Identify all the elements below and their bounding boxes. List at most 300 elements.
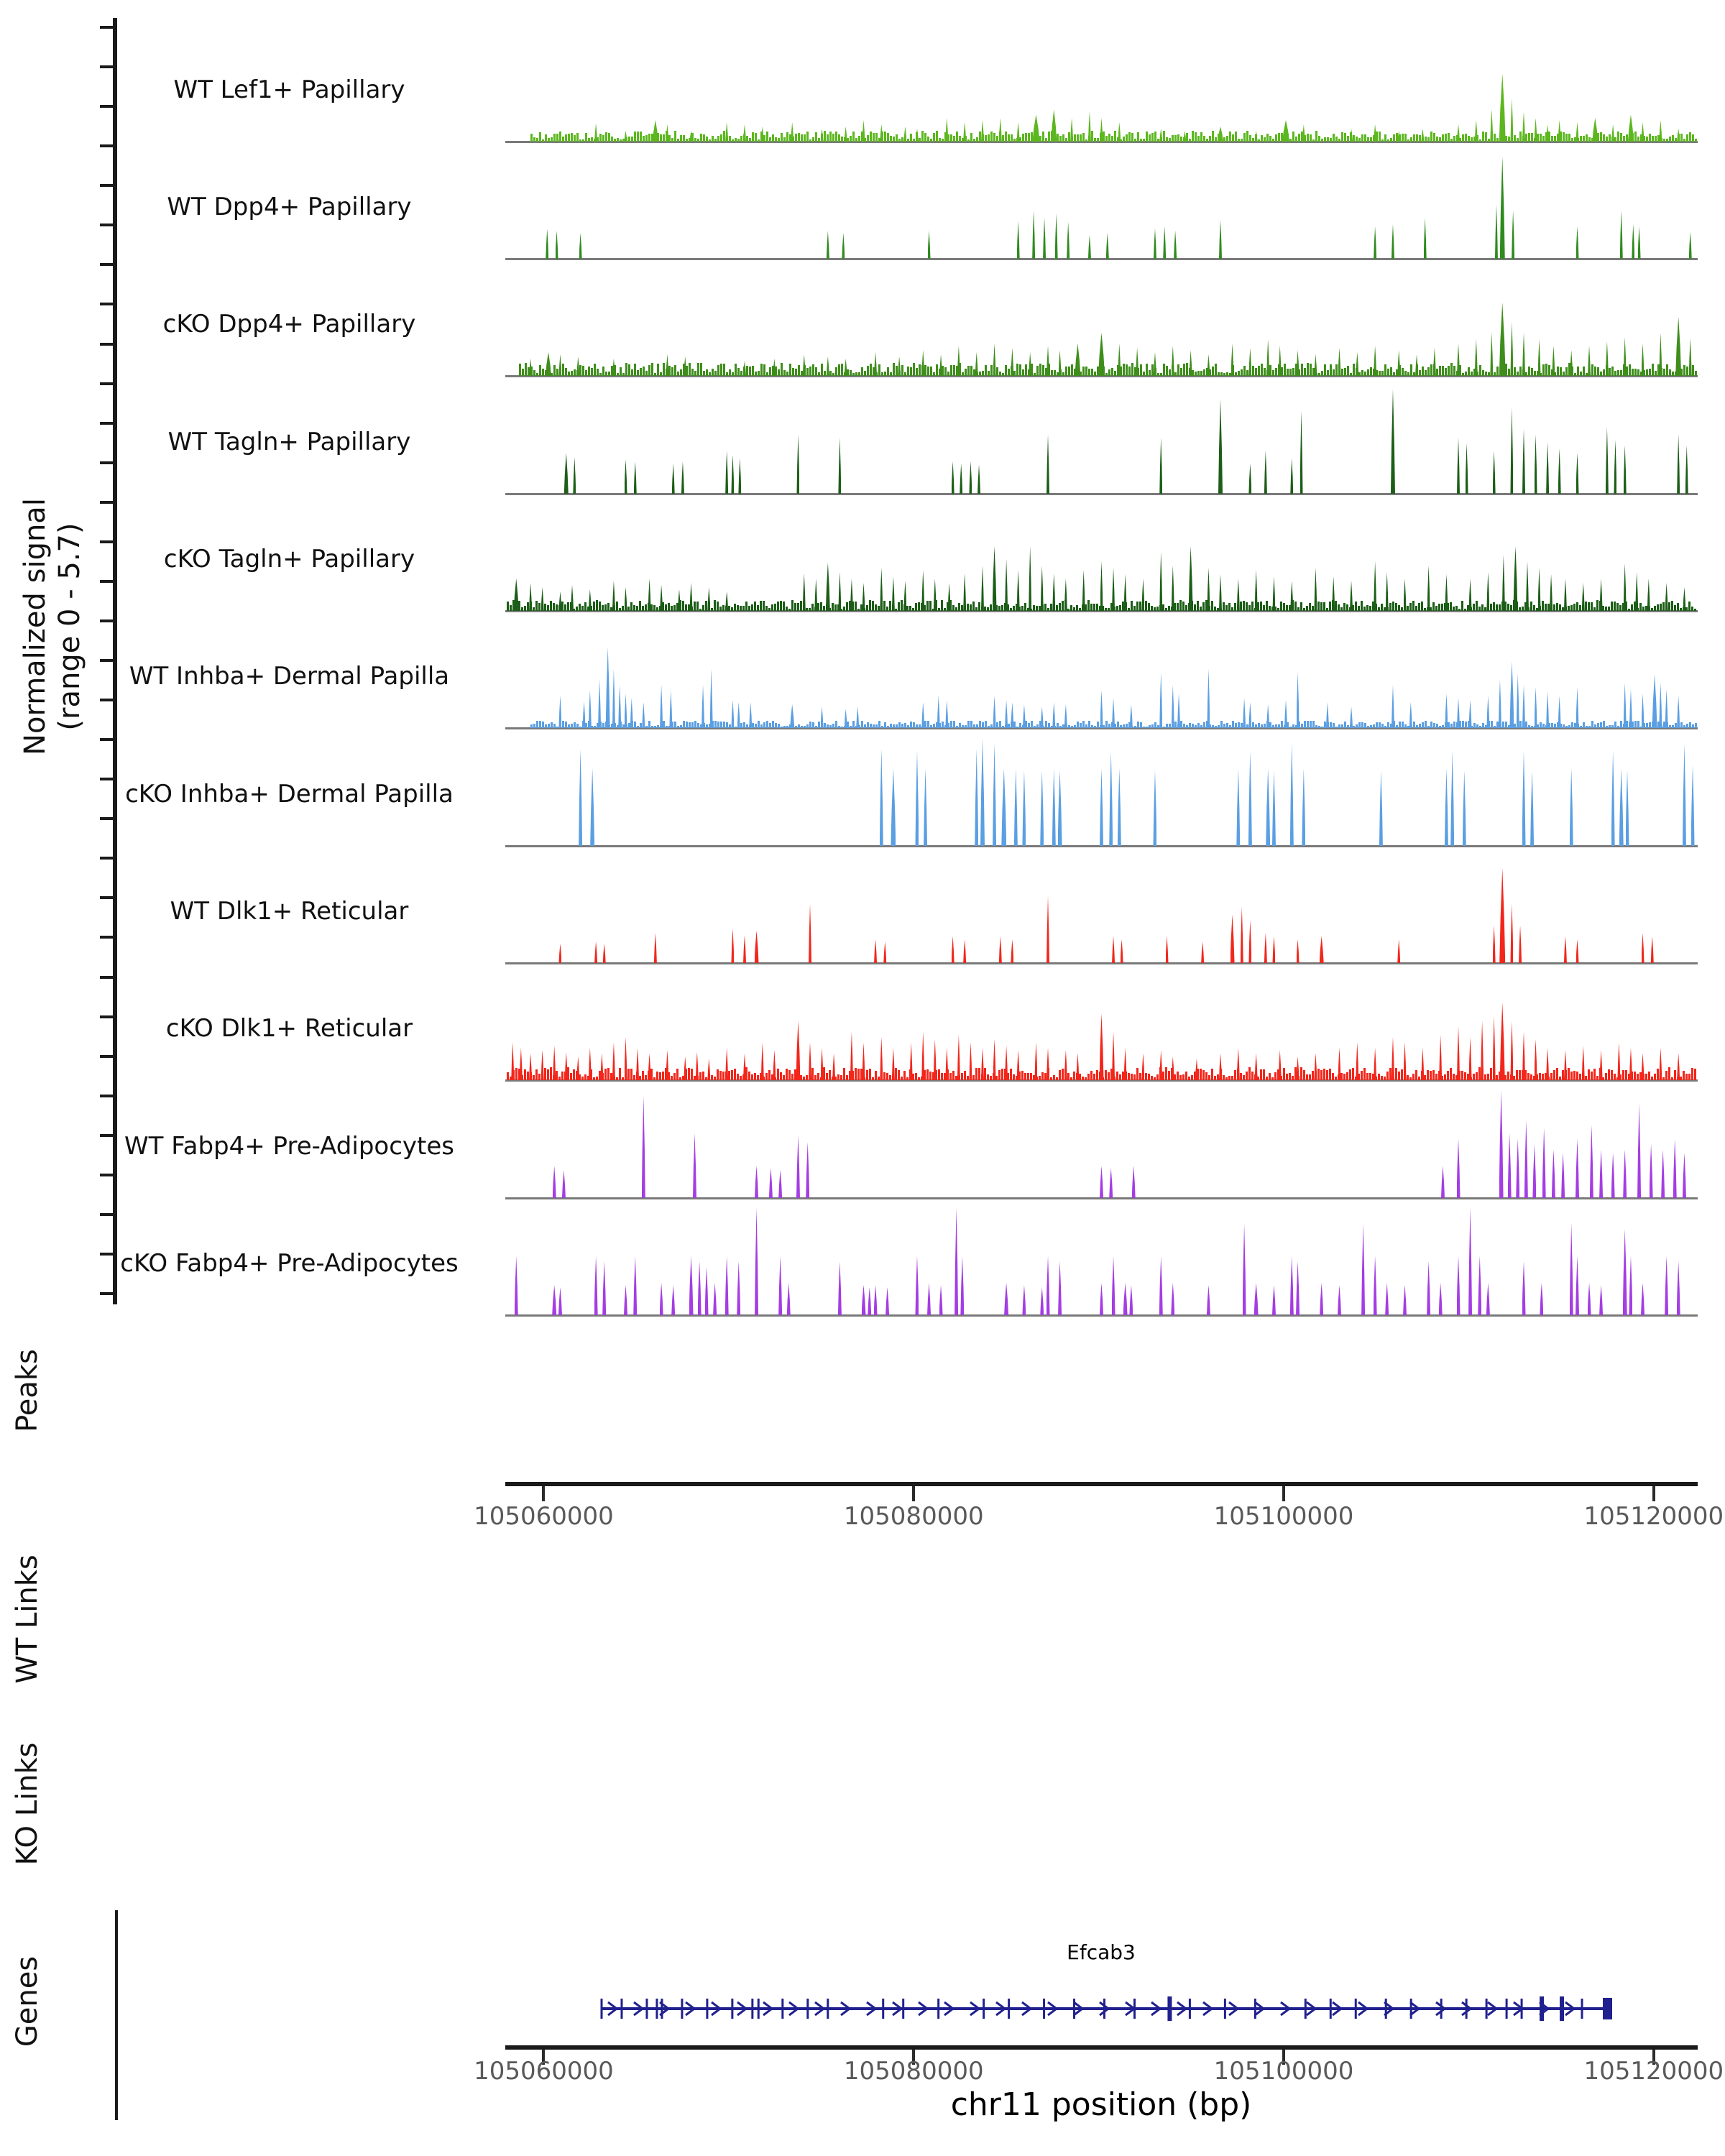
signal-noise <box>889 601 891 611</box>
signal-noise <box>1514 724 1516 728</box>
signal-noise <box>1432 602 1435 611</box>
signal-noise <box>1433 133 1435 142</box>
signal-peak <box>1374 1048 1376 1080</box>
signal-peak <box>1392 685 1394 728</box>
signal-peak <box>1652 674 1657 728</box>
signal-noise <box>1024 603 1026 611</box>
signal-noise <box>1657 364 1660 376</box>
signal-noise <box>1387 369 1389 376</box>
signal-peak <box>1469 579 1472 611</box>
signal-noise <box>1540 722 1542 728</box>
signal-noise <box>1639 603 1642 611</box>
signal-noise <box>1312 1071 1314 1080</box>
signal-noise <box>1579 605 1581 611</box>
signal-noise <box>896 366 898 376</box>
signal-noise <box>832 134 834 142</box>
signal-peak <box>725 591 728 611</box>
signal-noise <box>1116 1072 1118 1080</box>
signal-noise <box>998 606 1000 611</box>
signal-noise <box>1646 137 1648 142</box>
signal-peak <box>546 352 551 376</box>
signal-noise <box>746 136 748 142</box>
signal-noise <box>918 602 920 611</box>
signal-noise <box>1002 726 1004 728</box>
signal-noise <box>1246 602 1248 611</box>
signal-noise <box>605 132 607 142</box>
signal-noise <box>1453 366 1455 376</box>
signal-noise <box>1140 722 1142 728</box>
signal-peak <box>1457 438 1460 494</box>
signal-noise <box>1373 724 1375 728</box>
signal-noise <box>1689 132 1691 142</box>
signal-noise <box>1479 726 1481 728</box>
signal-noise <box>1251 1072 1254 1080</box>
signal-peak <box>1421 1048 1424 1080</box>
signal-peak <box>1040 770 1044 846</box>
signal-noise <box>1416 134 1418 142</box>
signal-peak <box>1512 211 1514 259</box>
signal-noise <box>694 1076 696 1080</box>
signal-noise <box>781 133 783 142</box>
signal-peak <box>1427 1261 1430 1315</box>
signal-noise <box>794 603 796 611</box>
signal-noise <box>811 1068 814 1080</box>
signal-peak <box>594 941 597 963</box>
signal-noise <box>732 139 734 142</box>
signal-peak <box>1404 579 1407 611</box>
signal-noise <box>1545 364 1547 376</box>
signal-noise <box>749 138 751 142</box>
signal-peak <box>957 346 960 376</box>
signal-noise <box>1330 138 1332 142</box>
signal-noise <box>1306 1074 1308 1080</box>
signal-noise <box>1363 1068 1366 1080</box>
signal-noise <box>653 605 656 611</box>
signal-noise <box>654 373 656 376</box>
signal-peak <box>573 457 576 494</box>
signal-noise <box>1553 1070 1555 1080</box>
signal-peak <box>558 696 561 728</box>
signal-noise <box>617 373 619 376</box>
signal-noise <box>1665 1071 1668 1080</box>
signal-noise <box>1120 725 1122 728</box>
signal-noise <box>1111 368 1113 376</box>
signal-peak <box>883 941 886 963</box>
signal-noise <box>804 726 806 728</box>
signal-noise <box>1645 606 1647 611</box>
signal-noise <box>930 139 932 142</box>
signal-peak <box>1338 1048 1341 1080</box>
signal-noise <box>740 606 742 611</box>
signal-noise <box>783 602 785 611</box>
signal-noise <box>1310 721 1312 728</box>
signal-noise <box>1312 139 1315 142</box>
signal-noise <box>1695 371 1697 376</box>
signal-noise <box>694 721 696 728</box>
signal-noise <box>1160 373 1162 376</box>
signal-noise <box>1674 605 1676 611</box>
signal-noise <box>1496 138 1499 142</box>
signal-noise <box>1182 1074 1184 1080</box>
signal-noise <box>1194 604 1196 611</box>
signal-noise <box>1079 1074 1081 1080</box>
signal-noise <box>1005 132 1007 142</box>
signal-noise <box>545 134 547 142</box>
signal-peak <box>1535 687 1537 728</box>
signal-peak <box>1576 939 1579 963</box>
signal-peak <box>1075 344 1080 376</box>
signal-noise <box>711 1075 713 1080</box>
signal-noise <box>926 601 929 611</box>
signal-noise <box>1343 603 1346 611</box>
signal-noise <box>1266 134 1269 142</box>
signal-noise <box>1266 601 1268 611</box>
signal-noise <box>1364 372 1366 376</box>
signal-peak <box>1207 568 1210 611</box>
signal-noise <box>1054 370 1056 376</box>
signal-noise <box>1255 724 1257 728</box>
signal-noise <box>680 725 682 728</box>
signal-noise <box>1530 602 1532 611</box>
signal-noise <box>840 1075 842 1080</box>
signal-noise <box>1045 138 1047 142</box>
signal-noise <box>1603 721 1605 728</box>
signal-noise <box>533 607 535 611</box>
signal-noise <box>1692 365 1694 376</box>
signal-noise <box>1427 726 1430 728</box>
signal-peak <box>1623 1229 1627 1315</box>
signal-noise <box>781 363 783 376</box>
signal-noise <box>1531 133 1533 142</box>
signal-noise <box>1116 606 1118 611</box>
signal-noise <box>1662 602 1665 611</box>
signal-peak <box>1457 698 1460 728</box>
signal-noise <box>800 1075 802 1080</box>
y-axis-tick <box>100 1292 113 1295</box>
signal-noise <box>561 1072 564 1080</box>
signal-noise <box>1430 722 1432 728</box>
signal-noise <box>878 606 880 611</box>
signal-noise <box>697 363 699 376</box>
signal-peak <box>814 579 817 611</box>
signal-noise <box>760 601 762 611</box>
signal-noise <box>622 373 625 376</box>
signal-noise <box>1620 721 1622 728</box>
signal-noise <box>1419 724 1421 728</box>
signal-noise <box>867 135 869 142</box>
signal-noise <box>1686 724 1688 728</box>
signal-noise <box>783 1075 785 1080</box>
signal-peak <box>725 1256 729 1316</box>
signal-noise <box>985 365 987 376</box>
signal-noise <box>1364 723 1366 728</box>
signal-noise <box>643 136 645 142</box>
signal-noise <box>628 364 630 376</box>
signal-noise <box>1333 369 1335 376</box>
signal-noise <box>812 364 814 376</box>
signal-noise <box>1458 609 1460 611</box>
signal-noise <box>903 1071 906 1080</box>
signal-noise <box>1669 725 1671 728</box>
signal-peak <box>1564 1050 1567 1080</box>
signal-peak <box>1043 218 1046 259</box>
signal-noise <box>648 134 650 142</box>
signal-noise <box>631 137 633 142</box>
signal-noise <box>1251 602 1254 611</box>
signal-peak <box>1297 1056 1300 1080</box>
signal-peak <box>1576 453 1579 494</box>
signal-peak <box>838 1261 842 1315</box>
signal-noise <box>660 134 662 142</box>
signal-noise <box>1438 604 1440 611</box>
signal-noise <box>576 607 578 611</box>
signal-noise <box>1683 725 1685 728</box>
signal-noise <box>538 603 540 611</box>
signal-peak <box>1439 1283 1443 1315</box>
signal-noise <box>1283 1068 1285 1080</box>
signal-peak <box>827 356 829 376</box>
signal-noise <box>1645 1074 1647 1080</box>
signal-noise <box>1634 721 1637 728</box>
signal-noise <box>1559 604 1561 611</box>
signal-noise <box>1148 603 1150 611</box>
signal-noise <box>907 367 909 376</box>
signal-noise <box>1533 605 1535 611</box>
signal-noise <box>972 1075 975 1080</box>
signal-noise <box>915 603 917 611</box>
signal-peak <box>660 585 663 611</box>
signal-noise <box>1041 1072 1044 1080</box>
signal-noise <box>1404 134 1407 142</box>
signal-noise <box>1402 722 1404 728</box>
signal-noise <box>610 1073 612 1080</box>
signal-noise <box>1289 1073 1291 1080</box>
signal-noise <box>547 1069 549 1080</box>
signal-peak <box>660 685 663 728</box>
signal-noise <box>1307 721 1309 728</box>
signal-noise <box>1211 601 1213 611</box>
signal-noise <box>1482 370 1484 376</box>
signal-noise <box>1202 1070 1205 1080</box>
signal-peak <box>1522 1032 1525 1081</box>
signal-peak <box>1490 109 1493 142</box>
signal-peak <box>1570 768 1573 846</box>
signal-noise <box>1030 1073 1032 1080</box>
signal-noise <box>1395 603 1397 611</box>
signal-noise <box>979 721 981 728</box>
signal-peak <box>1475 120 1478 142</box>
signal-noise <box>1137 132 1139 142</box>
signal-peak <box>1136 348 1138 376</box>
signal-peak <box>633 1256 637 1316</box>
signal-peak <box>939 354 942 376</box>
signal-peak <box>1237 1048 1240 1080</box>
signal-peak <box>1100 1013 1104 1080</box>
signal-noise <box>1059 1070 1061 1080</box>
signal-noise <box>864 371 866 376</box>
signal-noise <box>1027 1073 1029 1080</box>
signal-noise <box>673 605 676 611</box>
signal-noise <box>1407 606 1409 611</box>
signal-noise <box>1309 603 1311 611</box>
signal-peak <box>1100 118 1103 142</box>
signal-peak <box>1677 696 1680 728</box>
signal-noise <box>712 369 714 376</box>
signal-noise <box>797 603 799 611</box>
signal-noise <box>616 1077 618 1080</box>
signal-noise <box>1425 370 1427 376</box>
signal-peak <box>579 749 582 846</box>
signal-noise <box>798 365 800 376</box>
track-label: cKO Fabp4+ Pre-Adipocytes <box>120 1249 459 1278</box>
signal-noise <box>1620 370 1622 376</box>
signal-peak <box>1332 576 1335 611</box>
signal-noise <box>1297 607 1300 611</box>
signal-noise <box>887 133 889 142</box>
signal-peak <box>1189 546 1193 611</box>
signal-noise <box>1264 137 1266 142</box>
signal-noise <box>1657 604 1659 611</box>
signal-noise <box>679 1077 681 1080</box>
signal-peak <box>1100 768 1103 846</box>
signal-noise <box>1021 606 1024 611</box>
signal-noise <box>1560 367 1562 376</box>
signal-noise <box>536 373 538 376</box>
signal-peak <box>755 1166 758 1198</box>
signal-peak <box>845 709 847 728</box>
signal-noise <box>838 726 840 728</box>
signal-noise <box>788 1070 791 1080</box>
signal-peak <box>1064 1050 1067 1080</box>
signal-noise <box>1528 725 1530 728</box>
y-axis-tick <box>100 65 113 68</box>
signal-noise <box>815 132 817 142</box>
signal-noise <box>1281 721 1283 728</box>
signal-peak <box>612 1043 615 1081</box>
signal-peak <box>809 1043 811 1081</box>
signal-peak <box>1635 572 1638 611</box>
signal-noise <box>735 727 737 728</box>
signal-noise <box>1229 373 1231 376</box>
signal-peak <box>1326 702 1329 728</box>
signal-noise <box>602 367 604 376</box>
signal-noise <box>791 1074 794 1080</box>
signal-noise <box>723 722 725 728</box>
signal-noise <box>1002 373 1004 376</box>
signal-noise <box>1090 604 1092 611</box>
signal-noise <box>1096 1070 1098 1080</box>
signal-noise <box>1652 364 1654 376</box>
signal-noise <box>1596 600 1598 611</box>
signal-noise <box>1691 607 1693 611</box>
signal-noise <box>1606 137 1608 142</box>
signal-noise <box>913 722 915 728</box>
signal-noise <box>806 608 808 611</box>
signal-peak <box>1290 459 1293 494</box>
signal-noise <box>1471 137 1473 142</box>
signal-noise <box>1252 138 1254 142</box>
signal-peak <box>1540 1283 1543 1315</box>
signal-peak <box>1046 1048 1049 1080</box>
signal-peak <box>1059 350 1062 376</box>
signal-noise <box>1197 371 1200 376</box>
signal-peak <box>553 1046 556 1080</box>
signal-peak <box>791 122 794 142</box>
signal-peak <box>1141 579 1144 611</box>
signal-peak <box>1403 1285 1407 1315</box>
signal-noise <box>1439 726 1441 728</box>
signal-noise <box>973 724 975 728</box>
signal-peak <box>1522 685 1525 728</box>
signal-noise <box>1094 372 1096 376</box>
signal-noise <box>1309 1074 1311 1080</box>
signal-noise <box>1307 363 1309 376</box>
signal-noise <box>1683 365 1685 376</box>
signal-noise <box>1028 723 1030 728</box>
signal-noise <box>1235 372 1237 376</box>
signal-peak <box>845 126 847 142</box>
signal-peak <box>564 453 569 494</box>
signal-noise <box>728 606 730 611</box>
signal-noise <box>1441 604 1443 611</box>
signal-peak <box>1629 689 1632 728</box>
signal-peak <box>1546 442 1549 494</box>
signal-noise <box>755 133 757 142</box>
signal-noise <box>737 139 740 142</box>
signal-peak <box>1290 1256 1294 1316</box>
signal-peak <box>1570 1224 1573 1316</box>
y-axis-tick <box>100 857 113 860</box>
signal-noise <box>1091 725 1093 728</box>
signal-noise <box>653 1077 656 1080</box>
signal-noise <box>1427 137 1430 142</box>
signal-noise <box>1361 601 1363 611</box>
signal-noise <box>645 1075 647 1080</box>
signal-noise <box>1407 1075 1409 1080</box>
signal-noise <box>927 367 929 376</box>
signal-noise <box>1594 724 1596 728</box>
signal-peak <box>598 680 601 729</box>
signal-noise <box>714 721 717 728</box>
signal-noise <box>548 138 550 142</box>
signal-noise <box>694 138 696 142</box>
signal-noise <box>809 722 811 728</box>
signal-noise <box>1514 367 1516 376</box>
signal-noise <box>1203 722 1205 728</box>
signal-noise <box>1119 605 1121 611</box>
signal-peak <box>671 1285 675 1315</box>
signal-peak <box>1159 672 1162 728</box>
signal-noise <box>1358 722 1361 728</box>
peaks-ruler-tick <box>912 1486 915 1501</box>
signal-noise <box>726 372 728 376</box>
signal-noise <box>1668 1067 1670 1080</box>
signal-noise <box>1386 1072 1389 1080</box>
signal-noise <box>976 137 978 142</box>
signal-noise <box>1349 1069 1351 1080</box>
signal-noise <box>955 607 957 611</box>
signal-noise <box>562 137 564 142</box>
signal-noise <box>1264 368 1266 376</box>
signal-peak <box>696 1052 699 1080</box>
signal-noise <box>763 722 765 728</box>
signal-noise <box>1571 722 1573 728</box>
signal-noise <box>599 134 602 142</box>
signal-noise <box>801 134 803 142</box>
signal-noise <box>850 136 852 142</box>
signal-peak <box>571 585 574 611</box>
signal-noise <box>1329 602 1331 611</box>
